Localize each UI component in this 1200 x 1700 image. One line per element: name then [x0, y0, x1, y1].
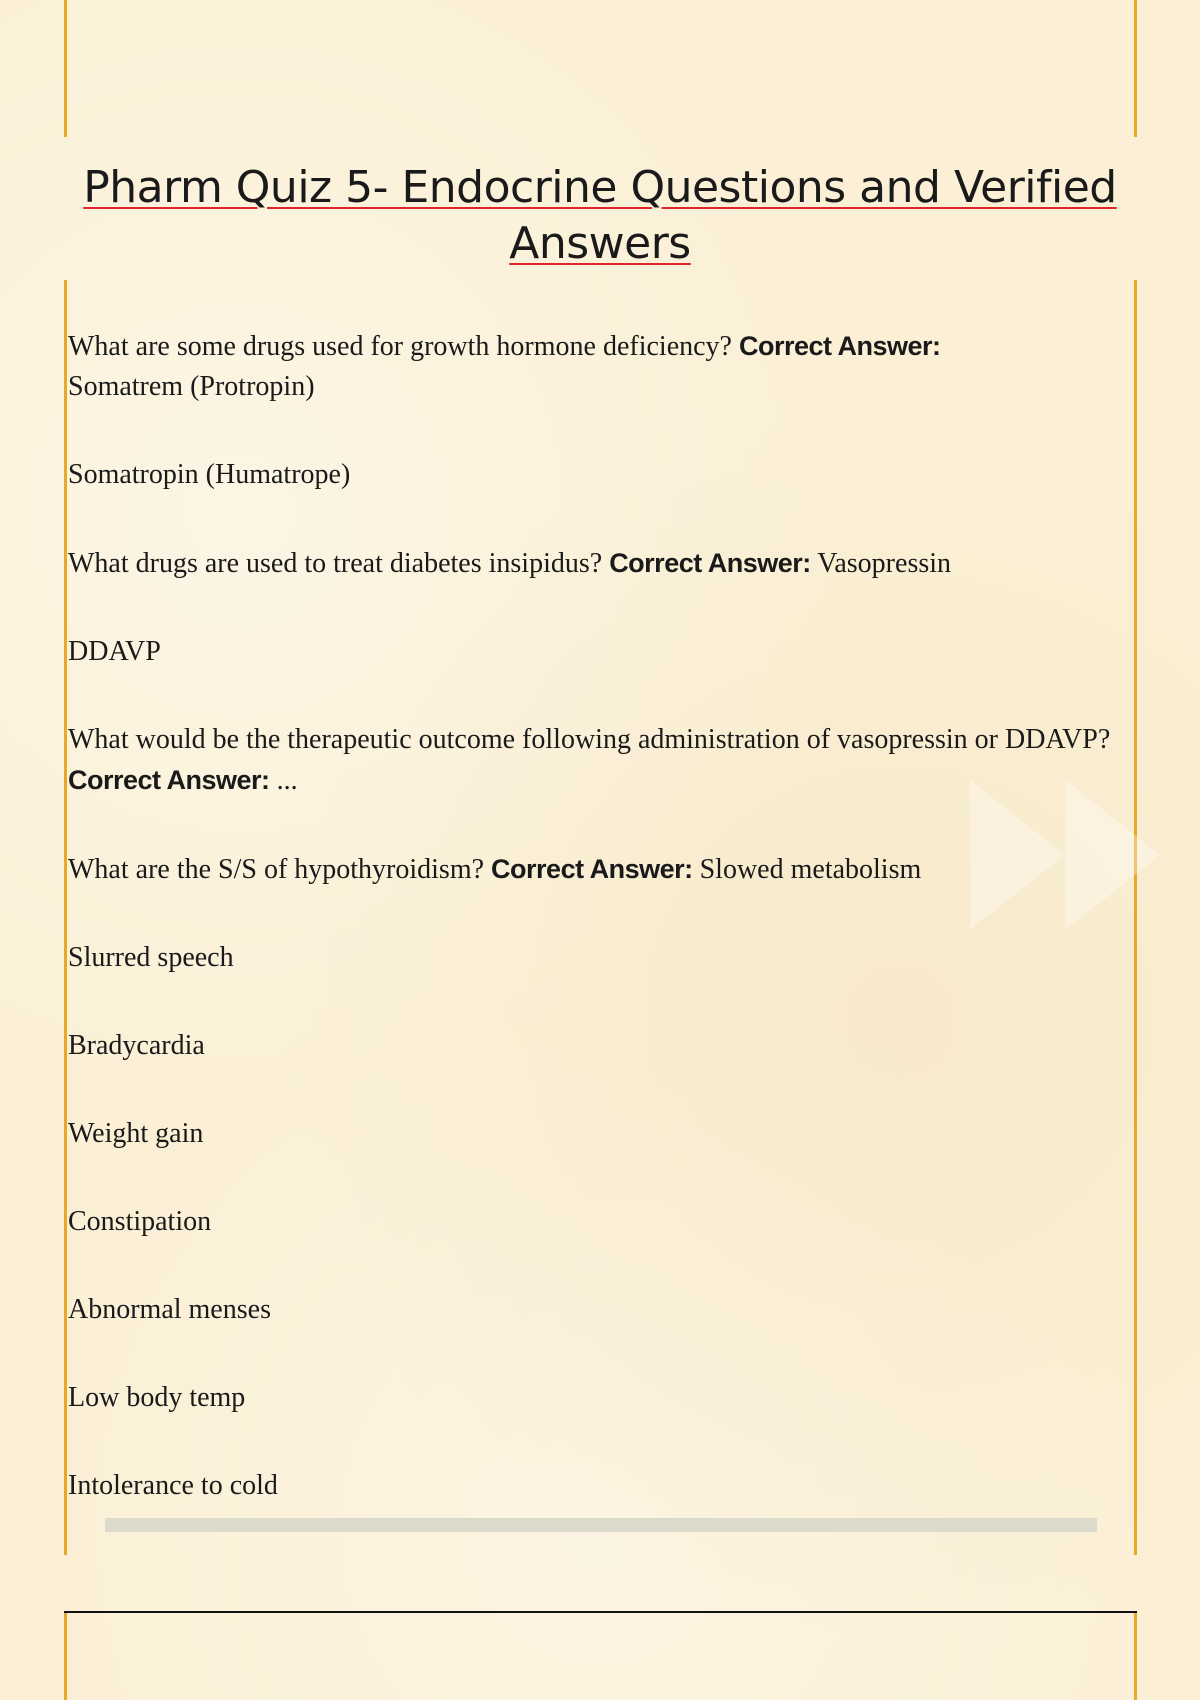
- footer-left-border: [64, 1613, 67, 1700]
- list-item: Weight gain: [68, 1118, 204, 1149]
- qa-item: What are the S/S of hypothyroidism? Correct Answer: Slowed metabolism: [68, 854, 922, 885]
- list-item: Constipation: [68, 1206, 212, 1237]
- footer-right-border: [1134, 1613, 1137, 1700]
- top-right-border: [1134, 0, 1137, 137]
- fast-forward-icon: [970, 780, 1170, 930]
- list-item: Low body temp: [68, 1382, 246, 1413]
- list-item: Intolerance to cold: [68, 1470, 278, 1501]
- top-left-border: [64, 0, 67, 137]
- answer-label: Correct Answer:: [491, 854, 693, 884]
- list-item: Slurred speech: [68, 942, 234, 973]
- footer-divider: [64, 1611, 1137, 1613]
- list-item: Bradycardia: [68, 1030, 205, 1061]
- qa-item: What would be the therapeutic outcome following administration of vasopressin or DDAVP? Correct Answer: ...: [68, 724, 1111, 796]
- answer-label: Correct Answer:: [68, 765, 270, 795]
- qa-item: What are some drugs used for growth hormone deficiency? Correct Answer: Somatrem (Protropin): [68, 331, 941, 402]
- qa-content: [68, 326, 1128, 1554]
- list-item: Abnormal menses: [68, 1294, 271, 1325]
- list-item: Somatropin (Humatrope): [68, 459, 351, 490]
- answer-label: Correct Answer:: [609, 548, 811, 578]
- list-item: DDAVP: [68, 636, 161, 667]
- qa-item: What drugs are used to treat diabetes insipidus? Correct Answer: Vasopressin: [68, 548, 952, 579]
- content-left-border: [64, 280, 67, 1555]
- footer-bar: [105, 1518, 1097, 1532]
- page-title: Pharm Quiz 5- Endocrine Questions and Verified Answers: [83, 162, 1117, 269]
- answer-label: Correct Answer:: [739, 331, 941, 361]
